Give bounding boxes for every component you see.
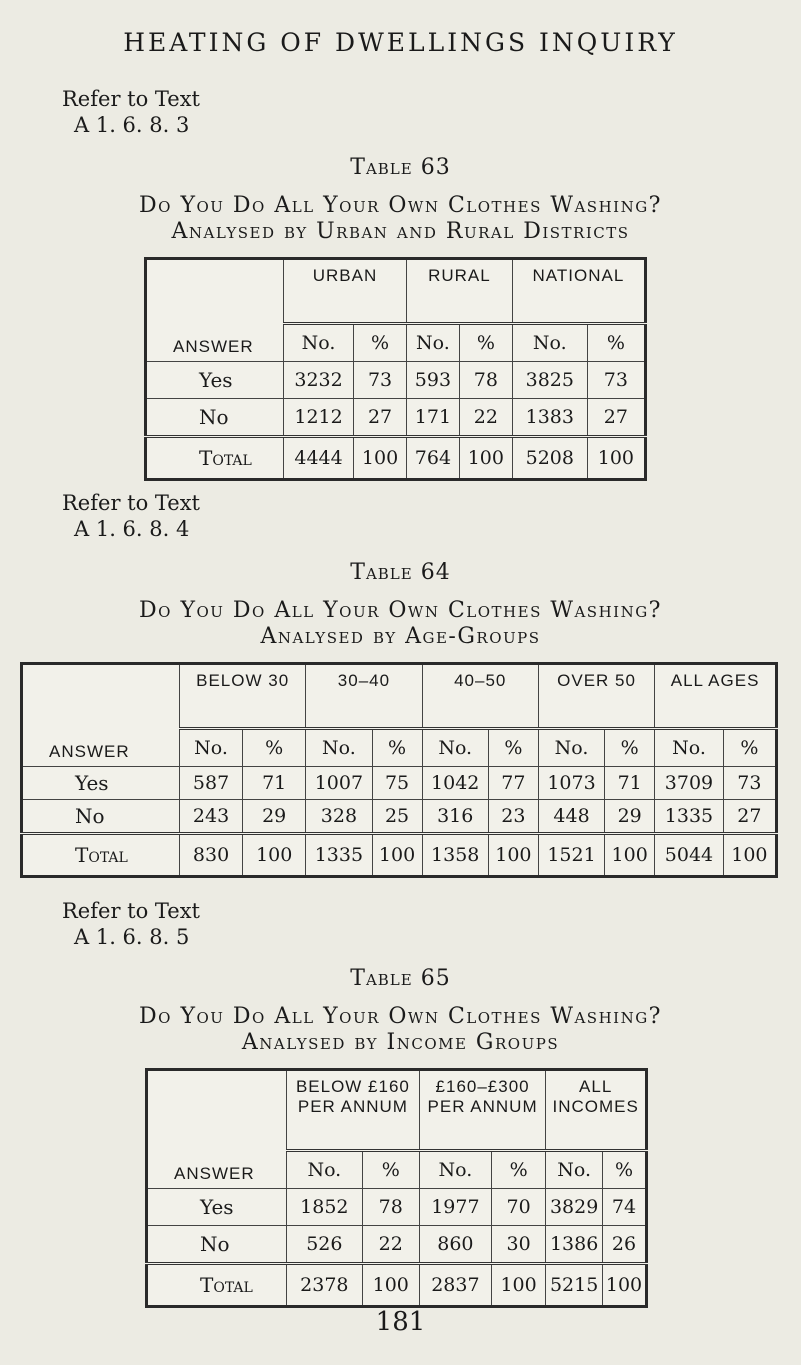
percent-cell: 100 bbox=[488, 834, 538, 877]
row-label: Total bbox=[147, 1264, 287, 1307]
group-header: NATIONAL bbox=[512, 259, 645, 324]
count-cell: 593 bbox=[406, 362, 459, 399]
count-cell: 1007 bbox=[306, 767, 372, 800]
answer-header: ANSWER bbox=[22, 664, 180, 767]
count-cell: 3825 bbox=[512, 362, 587, 399]
group-header-row bbox=[22, 664, 777, 729]
percent-cell: 100 bbox=[243, 834, 306, 877]
percent-cell: 77 bbox=[488, 767, 538, 800]
page-header: HEATING OF DWELLINGS INQUIRY bbox=[123, 28, 678, 57]
count-header: No. bbox=[180, 729, 243, 767]
percent-cell: 74 bbox=[602, 1189, 646, 1226]
count-cell: 328 bbox=[306, 800, 372, 834]
row-label: No bbox=[146, 399, 284, 437]
percent-header: % bbox=[488, 729, 538, 767]
count-cell: 1521 bbox=[538, 834, 604, 877]
table-subtitle: Analysed by Urban and Rural Districts bbox=[171, 219, 630, 244]
percent-cell: 78 bbox=[362, 1189, 419, 1226]
percent-cell: 27 bbox=[723, 800, 776, 834]
count-cell: 1073 bbox=[538, 767, 604, 800]
count-cell: 1042 bbox=[422, 767, 488, 800]
row-label: Yes bbox=[146, 362, 284, 399]
row-label: Total bbox=[146, 437, 284, 480]
percent-header: % bbox=[243, 729, 306, 767]
table-number: Table 64 bbox=[350, 560, 451, 585]
count-cell: 764 bbox=[406, 437, 459, 480]
percent-header: % bbox=[459, 324, 512, 362]
percent-cell: 25 bbox=[372, 800, 422, 834]
count-cell: 1212 bbox=[284, 399, 354, 437]
count-cell: 830 bbox=[180, 834, 243, 877]
table-row bbox=[147, 1264, 647, 1307]
count-cell: 1383 bbox=[512, 399, 587, 437]
group-header-row bbox=[147, 1070, 647, 1151]
group-header: BELOW 30 bbox=[180, 664, 306, 729]
ref-label: Refer to Text bbox=[62, 491, 200, 515]
data-table bbox=[20, 662, 778, 878]
table-row bbox=[22, 834, 777, 877]
page-number: 181 bbox=[375, 1307, 426, 1337]
table-row bbox=[147, 1226, 647, 1264]
percent-cell: 100 bbox=[723, 834, 776, 877]
ref-code: A 1. 6. 8. 5 bbox=[74, 925, 190, 949]
count-header: No. bbox=[655, 729, 724, 767]
percent-cell: 73 bbox=[723, 767, 776, 800]
percent-header: % bbox=[362, 1151, 419, 1189]
table-row bbox=[146, 362, 646, 399]
group-header: ALL INCOMES bbox=[546, 1070, 647, 1151]
table-number: Table 63 bbox=[350, 155, 451, 180]
percent-cell: 100 bbox=[372, 834, 422, 877]
group-header: OVER 50 bbox=[538, 664, 654, 729]
count-cell: 526 bbox=[287, 1226, 363, 1264]
percent-header: % bbox=[354, 324, 407, 362]
count-cell: 2378 bbox=[287, 1264, 363, 1307]
count-header: No. bbox=[406, 324, 459, 362]
count-cell: 1335 bbox=[655, 800, 724, 834]
percent-cell: 27 bbox=[354, 399, 407, 437]
group-header-row bbox=[146, 259, 646, 324]
table-row bbox=[22, 767, 777, 800]
count-header: No. bbox=[512, 324, 587, 362]
percent-cell: 29 bbox=[605, 800, 655, 834]
percent-cell: 75 bbox=[372, 767, 422, 800]
row-label: Yes bbox=[147, 1189, 287, 1226]
row-label: No bbox=[147, 1226, 287, 1264]
percent-cell: 100 bbox=[602, 1264, 646, 1307]
percent-cell: 71 bbox=[605, 767, 655, 800]
data-table bbox=[145, 1068, 648, 1308]
percent-cell: 100 bbox=[362, 1264, 419, 1307]
refer-to-text bbox=[62, 898, 200, 950]
percent-header: % bbox=[587, 324, 645, 362]
percent-cell: 73 bbox=[354, 362, 407, 399]
count-cell: 3709 bbox=[655, 767, 724, 800]
count-cell: 316 bbox=[422, 800, 488, 834]
percent-cell: 23 bbox=[488, 800, 538, 834]
percent-header: % bbox=[723, 729, 776, 767]
count-header: No. bbox=[546, 1151, 603, 1189]
count-cell: 448 bbox=[538, 800, 604, 834]
percent-cell: 22 bbox=[362, 1226, 419, 1264]
group-header: RURAL bbox=[406, 259, 512, 324]
count-header: No. bbox=[419, 1151, 491, 1189]
count-cell: 1977 bbox=[419, 1189, 491, 1226]
answer-header: ANSWER bbox=[147, 1070, 287, 1189]
refer-to-text bbox=[62, 490, 200, 542]
percent-cell: 100 bbox=[354, 437, 407, 480]
row-label: Total bbox=[22, 834, 180, 877]
group-header: URBAN bbox=[284, 259, 407, 324]
percent-cell: 27 bbox=[587, 399, 645, 437]
table-title: Do You Do All Your Own Clothes Washing? bbox=[139, 598, 662, 623]
count-header: No. bbox=[538, 729, 604, 767]
percent-header: % bbox=[491, 1151, 545, 1189]
percent-cell: 100 bbox=[459, 437, 512, 480]
ref-label: Refer to Text bbox=[62, 899, 200, 923]
group-header: 30–40 bbox=[306, 664, 422, 729]
count-cell: 243 bbox=[180, 800, 243, 834]
count-cell: 3232 bbox=[284, 362, 354, 399]
percent-cell: 70 bbox=[491, 1189, 545, 1226]
table-row bbox=[146, 437, 646, 480]
count-cell: 3829 bbox=[546, 1189, 603, 1226]
table-row bbox=[147, 1189, 647, 1226]
count-cell: 5208 bbox=[512, 437, 587, 480]
count-cell: 2837 bbox=[419, 1264, 491, 1307]
table-row bbox=[146, 399, 646, 437]
count-header: No. bbox=[287, 1151, 363, 1189]
count-cell: 5215 bbox=[546, 1264, 603, 1307]
table-number: Table 65 bbox=[350, 966, 451, 991]
group-header: 40–50 bbox=[422, 664, 538, 729]
count-header: No. bbox=[422, 729, 488, 767]
percent-header: % bbox=[605, 729, 655, 767]
percent-cell: 26 bbox=[602, 1226, 646, 1264]
group-header: £160–£300 PER ANNUM bbox=[419, 1070, 545, 1151]
data-table bbox=[144, 257, 647, 481]
group-header: ALL AGES bbox=[655, 664, 777, 729]
percent-cell: 78 bbox=[459, 362, 512, 399]
count-cell: 860 bbox=[419, 1226, 491, 1264]
table-title: Do You Do All Your Own Clothes Washing? bbox=[139, 1004, 662, 1029]
count-cell: 171 bbox=[406, 399, 459, 437]
count-cell: 1335 bbox=[306, 834, 372, 877]
row-label: Yes bbox=[22, 767, 180, 800]
percent-cell: 71 bbox=[243, 767, 306, 800]
table-row bbox=[22, 800, 777, 834]
percent-cell: 100 bbox=[587, 437, 645, 480]
percent-cell: 100 bbox=[605, 834, 655, 877]
answer-header: ANSWER bbox=[146, 259, 284, 362]
ref-code: A 1. 6. 8. 4 bbox=[74, 517, 190, 541]
count-header: No. bbox=[284, 324, 354, 362]
percent-cell: 73 bbox=[587, 362, 645, 399]
count-cell: 1358 bbox=[422, 834, 488, 877]
table-title: Do You Do All Your Own Clothes Washing? bbox=[139, 193, 662, 218]
row-label: No bbox=[22, 800, 180, 834]
count-cell: 1386 bbox=[546, 1226, 603, 1264]
percent-header: % bbox=[372, 729, 422, 767]
table-subtitle: Analysed by Age-Groups bbox=[260, 624, 541, 649]
percent-cell: 100 bbox=[491, 1264, 545, 1307]
ref-label: Refer to Text bbox=[62, 87, 200, 111]
refer-to-text bbox=[62, 86, 200, 138]
table-subtitle: Analysed by Income Groups bbox=[241, 1030, 560, 1055]
percent-header: % bbox=[602, 1151, 646, 1189]
count-header: No. bbox=[306, 729, 372, 767]
percent-cell: 22 bbox=[459, 399, 512, 437]
percent-cell: 29 bbox=[243, 800, 306, 834]
count-cell: 4444 bbox=[284, 437, 354, 480]
percent-cell: 30 bbox=[491, 1226, 545, 1264]
count-cell: 5044 bbox=[655, 834, 724, 877]
group-header: BELOW £160 PER ANNUM bbox=[287, 1070, 420, 1151]
count-cell: 1852 bbox=[287, 1189, 363, 1226]
ref-code: A 1. 6. 8. 3 bbox=[74, 113, 190, 137]
count-cell: 587 bbox=[180, 767, 243, 800]
